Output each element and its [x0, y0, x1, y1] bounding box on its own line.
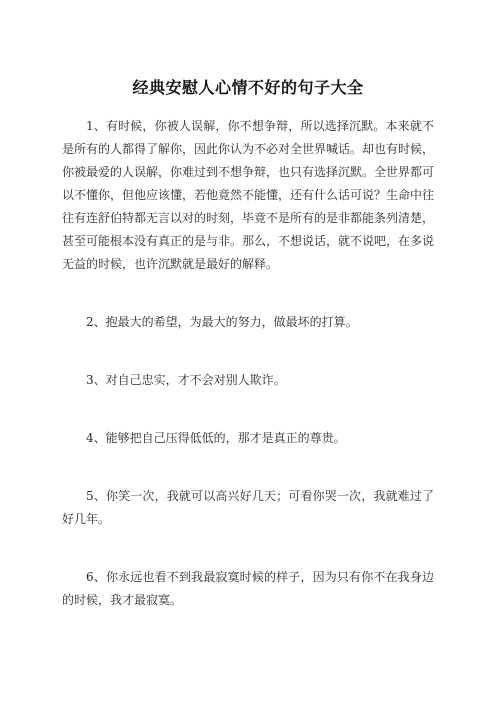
paragraph-3: 3、对自己忠实，才不会对别人欺诈。	[86, 373, 286, 387]
paragraph-1: 1、有时候，你被人误解，你不想争辩，所以选择沉默。本来就不是所有的人都得了解你，因此你认为不必对全世界喊话。却也有时候，你被最爱的人误解，你难过到不想争辩，也只有选择沉默。全世界都可以不懂你，但他应该懂，若他竟然不能懂，还有什么话可说？生命中往往有连舒伯特都无言以对的时刻，毕竟不是所有的是非都能条列清楚，甚至可能根本没有真正的是与非。那么，不想说话，就不说吧，在多说无益的时候，也许沉默就是最好的解释。	[62, 119, 435, 271]
paragraph-2: 2、抱最大的希望，为最大的努力，做最坏的打算。	[86, 315, 358, 329]
paragraph-6: 6、你永远也看不到我最寂寞时候的样子，因为只有你不在我身边的时候，我才最寂寞。	[62, 570, 434, 607]
document-body	[62, 115, 434, 612]
document-title: 经典安慰人心情不好的句子大全	[132, 78, 364, 97]
paragraph-4: 4、能够把自己压得低低的，那才是真正的尊贵。	[86, 431, 346, 445]
paragraph-5: 5、你笑一次，我就可以高兴好几天；可看你哭一次，我就难过了好几年。	[62, 489, 434, 526]
